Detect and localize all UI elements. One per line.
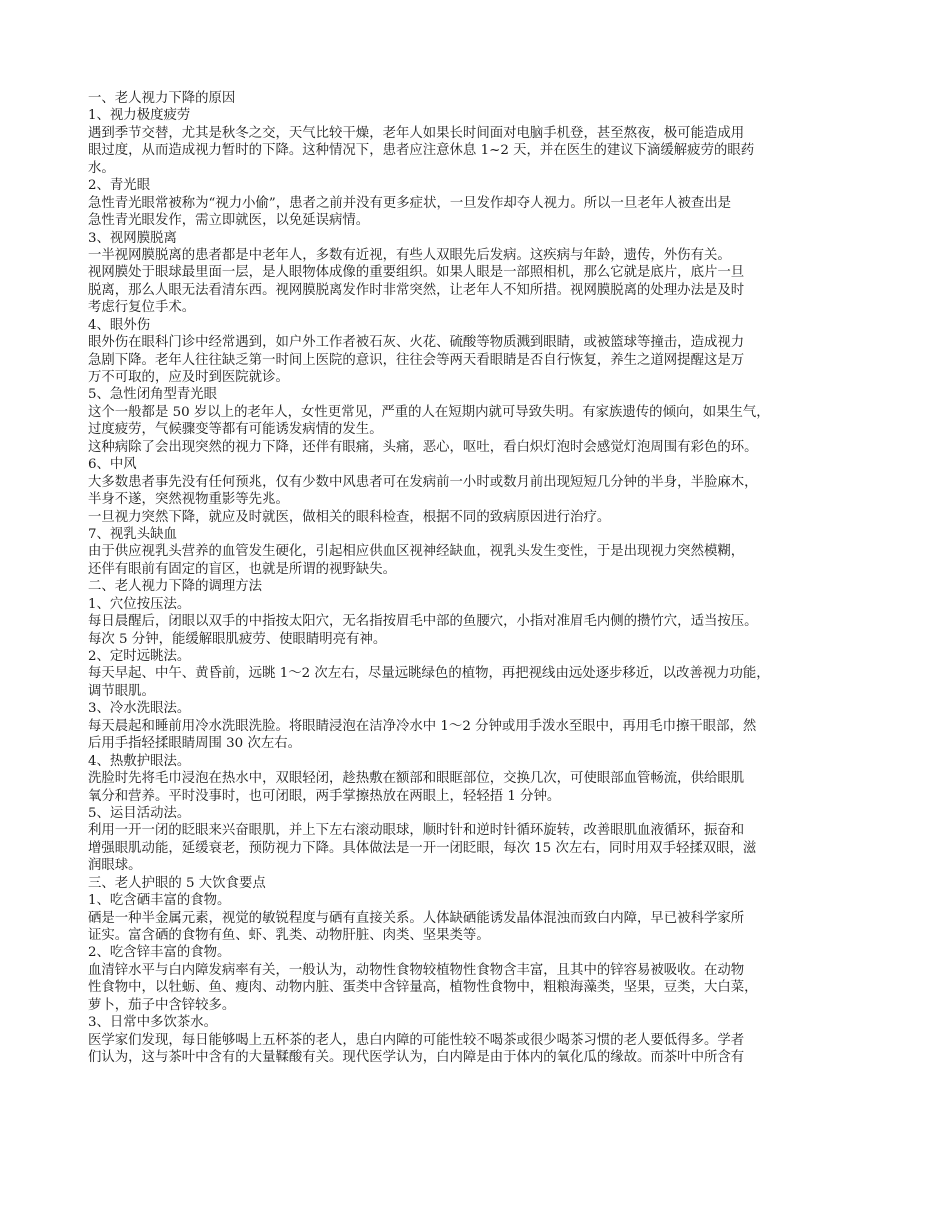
text-line: 过度疲劳，气候骤变等都有可能诱发病情的发生。 [88,422,383,438]
section-heading: 2、吃含锌丰富的食物。 [88,945,231,961]
text-line: 调节眼肌。 [88,683,155,699]
text-line: 萝卜，茄子中含锌较多。 [88,997,236,1013]
text-line: 考虑行复位手术。 [88,300,196,316]
text-line: 视网膜处于眼球最里面一层，是人眼物体成像的重要组织。如果人眼是一部照相机，那么它就是底片，底片一旦 [88,265,745,281]
text-line: 水。 [88,160,115,176]
text-line: 一半视网膜脱离的患者都是中老年人，多数有近视，有些人双眼先后发病。这疾病与年龄，遗传，外伤有关。 [88,247,731,263]
text-line: 大多数患者事先没有任何预兆，仅有少数中风患者可在发病前一小时或数月前出现短短几分钟的半身，半脸麻木， [88,474,758,490]
text-line: 每天晨起和睡前用冷水洗眼洗脸。将眼睛浸泡在洁净冷水中 1～2 分钟或用手泼水至眼中，再用毛巾擦干眼部，然 [88,718,757,734]
text-line: 眼外伤在眼科门诊中经常遇到，如户外工作者被石灰、火花、硫酸等物质溅到眼睛，或被篮球等撞击，造成视力 [88,335,745,351]
text-line: 这个一般都是 50 岁以上的老年人，女性更常见，严重的人在短期内就可导致失明。有家族遗传的倾向，如果生气， [88,404,770,420]
text-line: 由于供应视乳头营养的血管发生硬化，引起相应供血区视神经缺血，视乳头发生变性，于是出现视力突然模糊， [88,544,745,560]
text-line: 急性青光眼发作，需立即就医，以免延误病情。 [88,213,370,229]
text-line: 血清锌水平与白内障发病率有关，一般认为，动物性食物较植物性食物含丰富，且其中的锌容易被吸收。在动物 [88,962,745,978]
section-heading: 1、穴位按压法。 [88,596,191,612]
section-heading: 5、运目活动法。 [88,805,191,821]
text-line: 这种病除了会出现突然的视力下降，还伴有眼痛，头痛，恶心，呕吐，看白炽灯泡时会感觉灯泡周围有彩色的环。 [88,439,758,455]
text-line: 们认为，这与茶叶中含有的大量鞣酸有关。现代医学认为，白内障是由于体内的氧化瓜的缘故。而茶叶中所含有 [88,1050,745,1066]
text-line: 利用一开一闭的眨眼来兴奋眼肌，并上下左右滚动眼球，顺时针和逆时针循环旋转，改善眼肌血液循环，振奋和 [88,823,745,839]
section-heading: 6、中风 [88,457,137,473]
section-heading: 一、老人视力下降的原因 [88,91,236,106]
section-heading: 7、视乳头缺血 [88,526,177,542]
text-line: 后用手指轻揉眼睛周围 30 次左右。 [88,736,302,752]
text-line: 氧分和营养。平时没事时，也可闭眼，两手掌擦热放在两眼上，轻轻捂 1 分钟。 [88,788,561,804]
section-heading: 2、青光眼 [88,178,151,194]
text-line: 还伴有眼前有固定的盲区，也就是所谓的视野缺失。 [88,561,396,577]
text-line: 洗脸时先将毛巾浸泡在热水中，双眼轻闭，趁热敷在额部和眼眶部位，交换几次，可使眼部血管畅流，供给眼肌 [88,771,745,787]
section-heading: 1、吃含硒丰富的食物。 [88,893,231,909]
text-line: 遇到季节交替，尤其是秋冬之交，天气比较干燥，老年人如果长时间面对电脑手机登，甚至熬夜，极可能造成用 [88,125,745,141]
section-heading: 3、日常中多饮茶水。 [88,1015,218,1031]
text-line: 医学家们发现，每日能够喝上五杯茶的老人，患白内障的可能性较不喝茶或很少喝茶习惯的老人要低得多。学者 [88,1032,745,1048]
text-line: 一旦视力突然下降，就应及时就医，做相关的眼科检查，根据不同的致病原因进行治疗。 [88,509,611,525]
text-line: 万不可取的，应及时到医院就诊。 [88,370,289,385]
section-heading: 2、定时远眺法。 [88,649,191,664]
text-line: 半身不遂，突然视物重影等先兆。 [88,492,289,508]
text-line: 急剧下降。老年人往往缺乏第一时间上医院的意识，往往会等两天看眼睛是否自行恢复，养生之道网提醒这是万 [88,352,745,368]
document-body [88,90,866,1067]
section-heading: 1、视力极度疲劳 [88,108,191,124]
text-line: 证实。富含硒的食物有鱼、虾、乳类、动物肝脏、肉类、坚果类等。 [88,928,490,943]
text-line: 眼过度，从而造成视力暂时的下降。这种情况下，患者应注意休息 1~2 天，并在医生的建议下滴缓解疲劳的眼药 [88,143,755,159]
text-line: 硒是一种半金属元素，视觉的敏锐程度与硒有直接关系。人体缺硒能诱发晶体混浊而致白内障，早已被科学家所 [88,910,745,926]
section-heading: 4、眼外伤 [88,317,151,333]
text-line: 增强眼肌动能，延缓衰老，预防视力下降。具体做法是一开一闭眨眼，每次 15 次左右，同时用双手轻揉双眼，滋 [88,840,757,856]
section-heading: 3、冷水洗眼法。 [88,701,191,717]
text-line: 脱离，那么人眼无法看清东西。视网膜脱离发作时非常突然，让老年人不知所措。视网膜脱离的处理办法是及时 [88,282,745,298]
text-line: 急性青光眼常被称为“视力小偷”，患者之前并没有更多症状，一旦发作却夺人视力。所以一旦老年人被查出是 [88,195,732,211]
section-heading: 3、视网膜脱离 [88,230,177,246]
text-line: 每日晨醒后，闭眼以双手的中指按太阳穴，无名指按眉毛中部的鱼腰穴，小指对准眉毛内侧的攒竹穴，适当按压。 [88,614,758,630]
section-heading: 5、急性闭角型青光眼 [88,387,218,403]
text-line: 润眼球。 [88,858,142,874]
section-heading: 三、老人护眼的 5 大饮食要点 [88,875,266,891]
text-line: 性食物中，以牡蛎、鱼、瘦肉、动物内脏、蛋类中含锌量高，植物性食物中，粗粮海藻类，坚果，豆类，大白菜， [88,980,758,996]
section-heading: 二、老人视力下降的调理方法 [88,579,263,595]
text-line: 每天早起、中午、黄昏前，远眺 1～2 次左右，尽量远眺绿色的植物，再把视线由远处逐步移近，以改善视力功能， [88,666,770,682]
text-line: 每次 5 分钟，能缓解眼肌疲劳、使眼睛明亮有神。 [88,631,387,647]
section-heading: 4、热敷护眼法。 [88,753,191,769]
